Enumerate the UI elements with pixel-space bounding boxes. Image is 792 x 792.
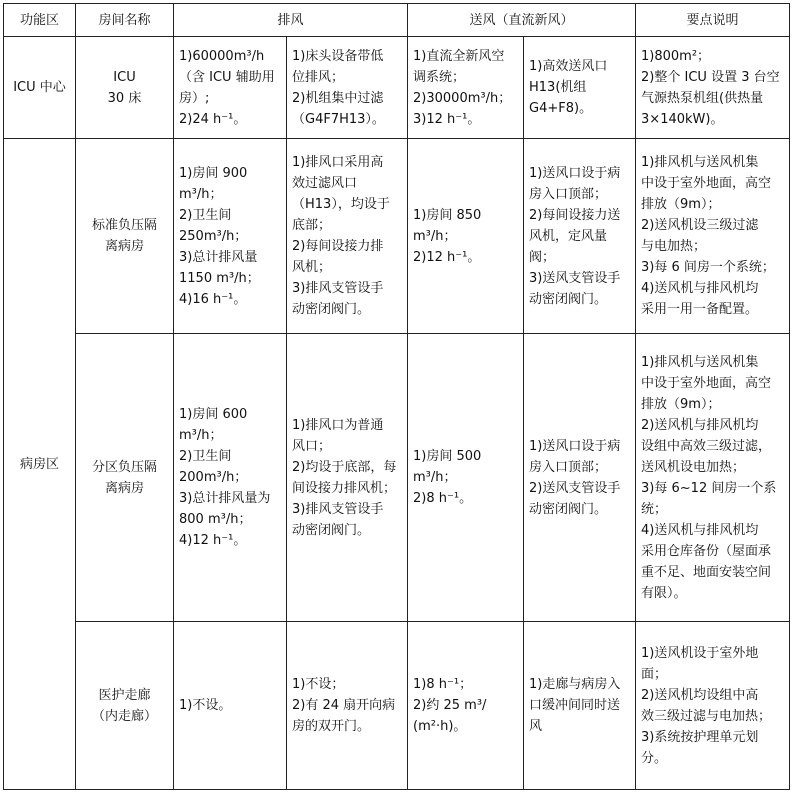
cell-text-line: （内走廊） (91, 708, 157, 724)
cell-text-line: 1)送风机设于室外地 (641, 645, 759, 661)
supply-volume-cell (408, 622, 524, 790)
exhaust-volume-cell (174, 622, 287, 790)
cell-text-line: 1)高效送风口 (529, 59, 608, 74)
header-exhaust: 排风 (174, 4, 408, 37)
cell-text-line: 2)约 25 m³/ (413, 698, 487, 713)
cell-text-line: 重不足、地面安装空间 (641, 564, 772, 580)
cell-text-line: 200m³/h； (179, 470, 248, 485)
cell-text-line: 风机； (292, 260, 332, 275)
cell-text-line: 1)不设； (292, 677, 345, 692)
cell-text-line: 排放（9m）； (641, 396, 721, 412)
cell-text-line: 2)卫生间 (179, 207, 232, 223)
cell-text-line: 1)走廊与病房入 (529, 677, 621, 692)
cell-text-line: 动密闭阀门。 (529, 501, 608, 517)
supply-method-cell (524, 334, 636, 622)
cell-text-line: 与电加热； (641, 239, 707, 254)
exhaust-method-cell (287, 622, 408, 790)
cell-text-line: 1)房间 900 (179, 165, 248, 181)
supply-volume-cell (408, 334, 524, 622)
cell-text-line: 3)12 h⁻¹。 (413, 111, 481, 127)
cell-text-line: （含 ICU 辅助用 (179, 69, 275, 85)
exhaust-method-cell (287, 334, 408, 622)
cell-text-line: 1)800m²； (641, 48, 711, 64)
zone-icu: ICU 中心 (4, 37, 76, 139)
room-cell (76, 334, 174, 622)
cell-text-line: 统； (641, 501, 668, 517)
cell-text-line: 标准负压隔 (91, 218, 157, 233)
room-cell (76, 37, 174, 139)
cell-text-line: 2)卫生间 (179, 449, 232, 464)
cell-text-line: G4+F8)。 (529, 101, 593, 116)
cell-text-line: 30 床 (107, 90, 142, 106)
notes-cell (636, 334, 790, 622)
cell-text-line: 风机，定风量阀； (529, 228, 608, 265)
cell-text-line: 风口； (292, 438, 332, 454)
cell-text-line: 4)送风机与排风机均 (641, 522, 759, 538)
cell-text-line: 2)12 h⁻¹。 (413, 249, 481, 265)
cell-text-line: 2)有 24 扇开向病 (292, 698, 396, 713)
exhaust-method-cell (287, 139, 408, 334)
cell-text-line: 4)16 h⁻¹。 (179, 291, 247, 307)
cell-text-line: 房）; (179, 90, 210, 106)
table-row (4, 37, 790, 139)
cell-text-line: 中设于室外地面，高空 (641, 176, 772, 191)
notes-cell (636, 37, 790, 139)
cell-text-line: 250m³/h； (179, 228, 248, 244)
cell-text-line: 1)排风口为普通 (292, 417, 384, 433)
cell-text-line: 1)房间 500 (413, 449, 482, 464)
cell-text-line: 分区负压隔 (91, 459, 157, 475)
cell-text-line: 采用一用一备配置。 (641, 302, 759, 317)
cell-text-line: 3)排风支管设手 (292, 281, 384, 296)
zone-ward: 病房区 (4, 139, 76, 790)
supply-volume-cell (408, 37, 524, 139)
cell-text-line: 3)每 6 间房一个系统； (641, 260, 775, 275)
cell-text-line: m³/h； (179, 186, 223, 202)
cell-text-line: 1)房间 850 (413, 207, 482, 223)
cell-text-line: H13(机组 (529, 80, 587, 95)
header-room: 房间名称 (76, 4, 174, 37)
cell-text-line: 房入口顶部； (529, 459, 608, 475)
cell-text-line: 面； (641, 666, 668, 682)
table-row (4, 622, 790, 790)
cell-text-line: 3×140kW)。 (641, 111, 724, 127)
cell-text-line: 1)直流全新风空 (413, 48, 505, 64)
header-notes: 要点说明 (636, 4, 790, 37)
cell-text-line: 1)不设。 (179, 698, 232, 713)
cell-text-line: 效过滤风口 (292, 176, 358, 191)
exhaust-volume-cell (174, 37, 287, 139)
cell-text-line: 3)送风支管设手 (529, 270, 621, 286)
cell-text-line: 2)送风支管设手 (529, 480, 621, 496)
cell-text-line: 底部； (292, 218, 332, 233)
cell-text-line: 分。 (641, 750, 668, 766)
supply-method-cell (524, 622, 636, 790)
cell-text-line: 2)每间设接力送 (529, 207, 621, 223)
header-zone: 功能区 (4, 4, 76, 37)
cell-text-line: 动密闭阀门。 (529, 291, 608, 307)
cell-text-line: （H13），均设于 (292, 197, 390, 212)
supply-method-cell (524, 139, 636, 334)
cell-text-line: 有限）。 (641, 585, 687, 601)
cell-text-line: 1)送风口设于病 (529, 165, 621, 181)
cell-text-line: 采用仓库备份（屋面承 (641, 543, 772, 559)
notes-cell (636, 622, 790, 790)
room-cell (76, 622, 174, 790)
cell-text-line: 1)排风机与送风机集 (641, 155, 759, 170)
cell-text-line: 动密闭阀门。 (292, 302, 371, 317)
cell-text-line: 1)排风口采用高 (292, 155, 384, 170)
cell-text-line: 排放（9m）； (641, 197, 721, 212)
cell-text-line: 3)每 6~12 间房一个系 (641, 480, 777, 496)
cell-text-line: 送风机设电加热； (641, 459, 746, 475)
cell-text-line: 1)床头设备带低 (292, 48, 384, 64)
cell-text-line: (m²·h)。 (413, 719, 467, 734)
cell-text-line: 房入口顶部； (529, 186, 608, 202)
cell-text-line: （G4F7H13）。 (292, 111, 385, 127)
cell-text-line: 间设接力排风机； (292, 480, 397, 496)
supply-method-cell (524, 37, 636, 139)
cell-text-line: 中设于室外地面，高空 (641, 375, 772, 391)
cell-text-line: 2)送风机设三级过滤 (641, 218, 759, 233)
cell-text-line: 动密闭阀门。 (292, 522, 371, 538)
cell-text-line: 1)排风机与送风机集 (641, 354, 759, 370)
cell-text-line: 3)排风支管设手 (292, 501, 384, 517)
header-row (4, 4, 790, 37)
hvac-table (3, 3, 790, 790)
cell-text-line: 4)送风机与排风机均 (641, 281, 759, 296)
cell-text-line: 医护走廊 (98, 687, 151, 703)
cell-text-line: 3)系统按护理单元划 (641, 729, 759, 745)
cell-text-line: m³/h； (413, 470, 457, 485)
cell-text-line: 口缓冲间同时送 (529, 698, 621, 713)
cell-text-line: m³/h； (179, 428, 223, 443)
cell-text-line: 1)60000m³/h (179, 48, 265, 64)
cell-text-line: 离病房 (104, 480, 144, 496)
cell-text-line: 1)房间 600 (179, 407, 248, 422)
cell-text-line: 2)24 h⁻¹。 (179, 111, 247, 127)
table-row (4, 334, 790, 622)
cell-text-line: 800 m³/h； (179, 512, 252, 527)
cell-text-line: 位排风； (292, 69, 345, 85)
header-supply: 送风（直流新风） (408, 4, 636, 37)
table-row (4, 139, 790, 334)
cell-text-line: 2)8 h⁻¹。 (413, 491, 473, 506)
cell-text-line: 气源热泵机组(供热量 (641, 90, 764, 106)
cell-text-line: 1)送风口设于病 (529, 438, 621, 454)
cell-text-line: 离病房 (104, 239, 144, 254)
cell-text-line: 2)送风机与排风机均 (641, 417, 759, 433)
cell-text-line: 3)总计排风量为 (179, 491, 271, 506)
cell-text-line: 设组中高效三级过滤， (641, 438, 772, 454)
cell-text-line: 风 (529, 719, 543, 734)
cell-text-line: 2)均设于底部，每 (292, 459, 397, 475)
cell-text-line: 2)每间设接力排 (292, 239, 384, 254)
exhaust-volume-cell (174, 334, 287, 622)
cell-text-line: 4)12 h⁻¹。 (179, 533, 247, 548)
cell-text-line: 1150 m³/h； (179, 270, 260, 286)
room-cell (76, 139, 174, 334)
exhaust-volume-cell (174, 139, 287, 334)
notes-cell (636, 139, 790, 334)
exhaust-method-cell (287, 37, 408, 139)
cell-text-line: 2)30000m³/h； (413, 90, 512, 106)
cell-text-line: m³/h； (413, 228, 457, 244)
cell-text-line: 效三级过滤与电加热； (641, 708, 772, 724)
cell-text-line: 1)8 h⁻¹； (413, 677, 473, 692)
cell-text-line: 调系统； (413, 69, 466, 85)
supply-volume-cell (408, 139, 524, 334)
cell-text-line: 房的双开门。 (292, 719, 371, 734)
cell-text-line: ICU (113, 69, 136, 85)
cell-text-line: 3)总计排风量 (179, 249, 258, 265)
cell-text-line: 2)机组集中过滤 (292, 90, 384, 106)
document-page (3, 3, 790, 790)
cell-text-line: 2)送风机均设组中高 (641, 687, 759, 703)
cell-text-line: 2)整个 ICU 设置 3 台空 (641, 69, 780, 85)
